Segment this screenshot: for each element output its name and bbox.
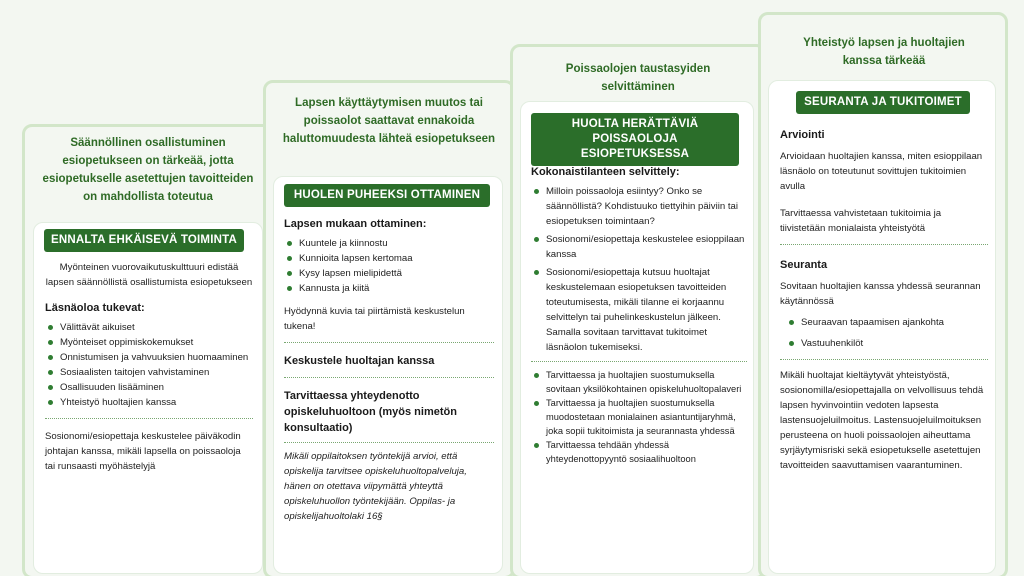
column-4-intro: Yhteistyö lapsen ja huoltajien kanssa tärkeää — [803, 37, 965, 67]
column-4-assessment-title: Arviointi — [780, 129, 825, 141]
column-2-legal: Mikäli oppilaitoksen työntekijä arvioi, että opiskelija tarvitsee opiskeluhuoltopalveluja, hänen on otettava viipymättä yhteyttä opiskeluhuollon työntekijään. Oppilas- ja opiskelijahuoltolaki 16§ — [284, 451, 467, 522]
list-item: Kannusta ja kiitä — [284, 281, 494, 296]
list-item: Seuraavan tapaamisen ajankohta — [786, 315, 988, 330]
list-item: Vastuuhenkilöt — [786, 336, 988, 351]
list-item: Onnistumisen ja vahvuuksien huomaaminen — [45, 350, 253, 365]
column-1-list — [45, 320, 253, 410]
column-3-content — [531, 164, 747, 466]
column-4-refusal: Mikäli huoltajat kieltäytyvät yhteistyöstä, sosionomilla/esiopettajalla on velvollisuus tehdä lapsen hyvinvointiin vedoten lapsesta lastensuojeluilmoitus. Lastensuojeluilmoituksen perusteena on huoli poissaolojen aiheuttama syrjäytymisriski sekä esiopetukselle asetettujen tavoitteiden saavuttamisen vaarantuminen. — [780, 370, 984, 471]
column-1-section-title: Läsnäoloa tukevat: — [45, 302, 145, 314]
column-3-intro: Poissaolojen taustasyiden selvittäminen — [565, 63, 711, 93]
list-item: Sosionomi/esiopettaja keskustelee esioppilaan kanssa — [531, 232, 747, 262]
column-4-followup-text: Sovitaan huoltajien kanssa yhdessä seurannan käytännössä — [780, 281, 981, 307]
column-2-header: HUOLEN PUHEEKSI OTTAMINEN — [284, 184, 490, 207]
column-3-list-2 — [531, 368, 747, 466]
list-item: Tarvittaessa ja huoltajien suostumuksella muodostetaan monialainen asiantuntijaryhmä, joka sopii tukitoimista ja seurannasta yhdessä — [531, 396, 747, 438]
column-4-followup-list — [780, 315, 988, 351]
column-4-assessment-text-2: Tarvittaessa vahvistetaan tukitoimia ja tiivistetään monialaista yhteistyötä — [780, 208, 942, 234]
list-item: Tarvittaessa tehdään yhdessä yhteydenottopyyntö sosiaalihuoltoon — [531, 438, 747, 466]
column-1-content — [45, 260, 253, 474]
column-2-intro: Lapsen käyttäytymisen muutos tai poissaolot saattavat ennakoida haluttomuudesta lähteä esiopetukseen — [282, 97, 496, 145]
list-item: Kunnioita lapsen kertomaa — [284, 251, 494, 266]
column-2-list — [284, 236, 494, 296]
column-1-header: ENNALTA EHKÄISEVÄ TOIMINTA — [44, 229, 244, 252]
list-item: Välittävät aikuiset — [45, 320, 253, 335]
list-item: Milloin poissaoloja esiintyy? Onko se säännöllistä? Kohdistuuko tiettyihin päiviin tai esiopetuksen toimintaan? — [531, 184, 747, 229]
column-4-header: SEURANTA JA TUKITOIMET — [796, 91, 970, 114]
column-2-section-title: Lapsen mukaan ottaminen: — [284, 218, 427, 230]
column-1-note: Sosionomi/esiopettaja keskustelee päiväkodin johtajan kanssa, mikäli lapsella on poissaoloja tai runsaasti myöhästelyjä — [45, 431, 241, 472]
column-2-content — [284, 216, 494, 524]
column-3-header: HUOLTA HERÄTTÄVIÄ POISSAOLOJA ESIOPETUKSESSA — [531, 113, 739, 166]
list-item: Yhteistyö huoltajien kanssa — [45, 395, 253, 410]
column-2-contact-title: Tarvittaessa yhteydenotto opiskeluhuoltoon (myös nimetön konsultaatio) — [284, 390, 457, 434]
list-item: Tarvittaessa ja huoltajien suostumuksella sovitaan yksilökohtainen opiskeluhuoltopalaveri — [531, 368, 747, 396]
column-3-list — [531, 184, 747, 355]
column-2-tip: Hyödynnä kuvia tai piirtämistä keskustelun tukena! — [284, 306, 465, 332]
column-1-lead: Myönteinen vuorovaikutuskulttuuri edistää lapsen säännöllistä osallistumista esiopetukseen — [45, 262, 253, 288]
list-item: Osallisuuden lisääminen — [45, 380, 253, 395]
column-1-intro: Säännöllinen osallistuminen esiopetukseen on tärkeää, jotta esiopetukselle asetettujen tavoitteiden on mahdollista toteutua — [42, 137, 254, 203]
column-4-followup-title: Seuranta — [780, 259, 828, 271]
list-item: Kysy lapsen mielipidettä — [284, 266, 494, 281]
column-4-assessment-text-1: Arvioidaan huoltajien kanssa, miten esioppilaan läsnäolo on toteutunut sovittujen tukitoimien avulla — [780, 151, 983, 192]
list-item: Kuuntele ja kiinnostu — [284, 236, 494, 251]
list-item: Sosionomi/esiopettaja kutsuu huoltajat keskustelemaan esiopetuksen tavoitteiden toteutumisesta, mikäli tilanne ei korjaannu selvittelyn tai puhelinkeskustelun jälkeen. Samalla sovitaan tarvittavat tukitoimet läsnäolon tukemiseksi. — [531, 265, 747, 355]
column-4-content — [780, 127, 988, 473]
column-2-discuss: Keskustele huoltajan kanssa — [284, 355, 435, 367]
column-3-section-title: Kokonaistilanteen selvittely: — [531, 166, 680, 178]
list-item: Myönteiset oppimiskokemukset — [45, 335, 253, 350]
list-item: Sosiaalisten taitojen vahvistaminen — [45, 365, 253, 380]
